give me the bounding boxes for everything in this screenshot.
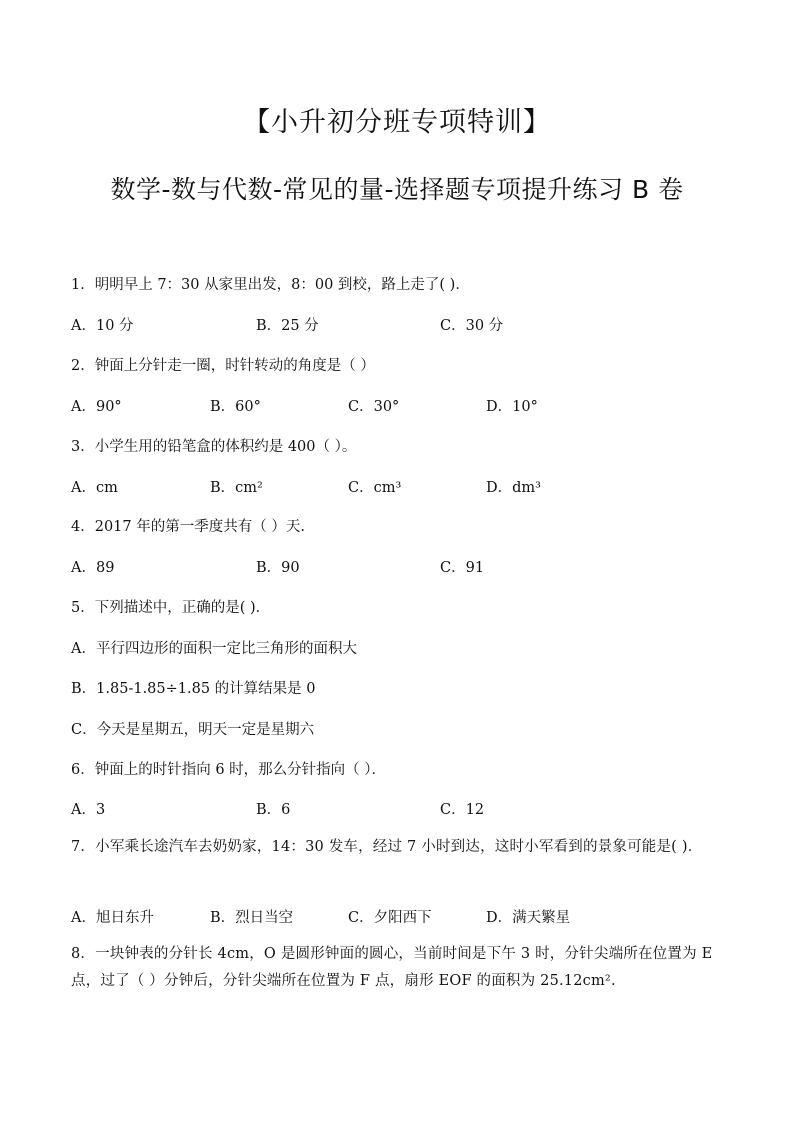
question-2-option-a: A．90° xyxy=(71,399,122,415)
question-2-option-d: D．10° xyxy=(486,399,538,415)
question-3-option-b: B．cm² xyxy=(210,480,263,496)
question-3-stem: 3．小学生用的铅笔盒的体积约是 400（ ）。 xyxy=(71,439,357,455)
question-7-option-b: B．烈日当空 xyxy=(210,910,294,926)
question-4-stem: 4．2017 年的第一季度共有（ ）天. xyxy=(71,519,305,535)
question-1-stem: 1．明明早上 7：30 从家里出发，8：00 到校，路上走了( )． xyxy=(71,277,470,293)
question-6-option-b: B．6 xyxy=(256,802,291,818)
page-title: 【小升初分班专项特训】 xyxy=(243,107,551,138)
question-1-option-b: B．25 分 xyxy=(256,318,319,334)
question-5-stem: 5．下列描述中，正确的是( )． xyxy=(71,600,271,616)
question-2-stem: 2．钟面上分针走一圈，时针转动的角度是（ ） xyxy=(71,358,375,374)
question-8-stem: 8．一块钟表的分针长 4cm，O 是圆形钟面的圆心，当前时间是下午 3 时，分针尖端所在位置为 E 点，过了（ ）分钟后，分针尖端所在位置为 F 点，扇形 EOF 的面积为 25.12cm². xyxy=(71,946,713,989)
question-1-option-c: C．30 分 xyxy=(440,318,504,334)
question-5-option-b: B．1.85-1.85÷1.85 的计算结果是 0 xyxy=(71,681,316,697)
question-3-option-a: A．cm xyxy=(71,480,118,496)
question-4-option-b: B．90 xyxy=(256,560,300,576)
question-3-option-d: D．dm³ xyxy=(486,480,541,496)
question-7-option-c: C．夕阳西下 xyxy=(348,910,432,926)
question-6-option-a: A．3 xyxy=(71,802,106,818)
question-2-option-c: C．30° xyxy=(348,399,400,415)
question-3-option-c: C．cm³ xyxy=(348,480,402,496)
question-1-option-a: A．10 分 xyxy=(71,318,134,334)
question-7-option-a: A．旭日东升 xyxy=(71,910,154,926)
question-2-option-b: B．60° xyxy=(210,399,261,415)
question-5-option-a: A．平行四边形的面积一定比三角形的面积大 xyxy=(71,641,357,657)
question-5-option-c: C．今天是星期五，明天一定是星期六 xyxy=(71,722,315,738)
question-4-option-a: A．89 xyxy=(71,560,115,576)
page-subtitle: 数学-数与代数-常见的量-选择题专项提升练习 B 卷 xyxy=(110,175,684,204)
question-4-option-c: C．91 xyxy=(440,560,485,576)
question-6-option-c: C．12 xyxy=(440,802,485,818)
question-7-stem: 7．小军乘长途汽车去奶奶家，14：30 发车，经过 7 小时到达，这时小军看到的景象可能是( )． xyxy=(71,839,703,855)
question-7-option-d: D．满天繁星 xyxy=(486,910,571,926)
question-6-stem: 6．钟面上的时针指向 6 时，那么分针指向（ ）． xyxy=(71,762,387,778)
